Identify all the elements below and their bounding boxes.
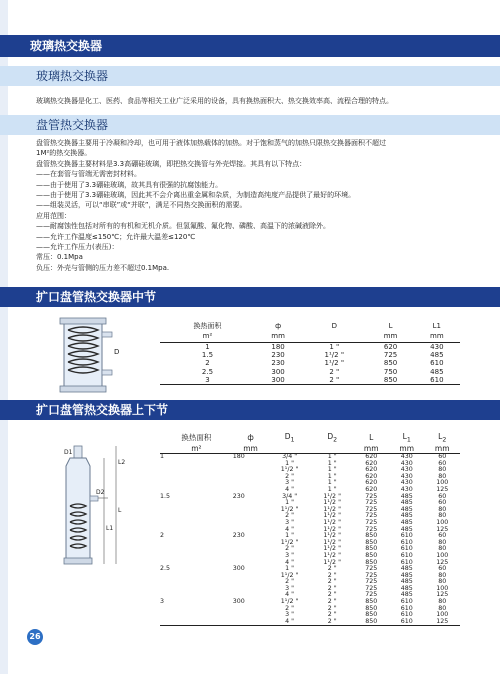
table-cell: 2 " xyxy=(327,617,337,625)
table-cell: 60 xyxy=(438,459,447,467)
table-cell: 1¹/2 " xyxy=(280,505,299,513)
table-cell: 300 xyxy=(271,368,285,377)
table-cell: 1 " xyxy=(285,532,295,540)
table-cell: 80 xyxy=(438,598,447,606)
table-cell: 100 xyxy=(436,479,449,487)
table-cell xyxy=(160,612,233,619)
table-cell: 1¹/2 " xyxy=(323,518,341,526)
table-cell xyxy=(233,573,268,580)
table-cell: 1¹/2 " xyxy=(323,558,341,566)
table-cell: 100 xyxy=(436,518,449,526)
table-header: 换热面积 xyxy=(181,433,212,443)
page-number: 26 xyxy=(29,632,41,641)
table-row xyxy=(160,599,460,606)
table-cell: 1 xyxy=(160,453,165,460)
table-cell xyxy=(233,612,268,619)
table-cell: 1.5 xyxy=(160,492,171,500)
table-cell: 1¹/2 " xyxy=(280,466,299,474)
table-cell: 610 xyxy=(430,376,444,385)
heat-exchanger-end-figure xyxy=(56,440,136,580)
table-row xyxy=(160,507,460,514)
table-cell: 300 xyxy=(232,565,245,573)
section-heading-bar xyxy=(0,66,500,86)
table-row xyxy=(160,592,460,599)
table-row xyxy=(160,579,460,586)
table-cell: 4 " xyxy=(285,485,295,493)
table-cell: 620 xyxy=(365,479,378,487)
table-cell: 750 xyxy=(383,368,398,377)
table-cell: 610 xyxy=(400,532,413,540)
table-cell: 725 xyxy=(365,512,378,520)
table-header: 换热面积 xyxy=(193,321,222,330)
table-cell: 430 xyxy=(400,472,413,480)
table-header: mm xyxy=(434,443,450,453)
table-cell: 1¹/2 " xyxy=(324,359,345,368)
table-cell: 485 xyxy=(400,505,413,513)
table-cell: 610 xyxy=(400,545,413,553)
table-cell: 2.5 xyxy=(201,368,214,377)
table-cell: 1¹/2 " xyxy=(323,545,341,553)
table-cell xyxy=(233,619,268,626)
table-cell: 3 " xyxy=(285,611,295,619)
table-cell: 3 xyxy=(205,376,210,385)
paragraph-line: 常压：0.1Mpa xyxy=(36,253,83,262)
table-cell: 485 xyxy=(400,518,413,526)
table-cell: 1¹/2 " xyxy=(323,492,341,500)
table-cell: 1¹/2 " xyxy=(323,505,341,513)
paragraph: 玻璃热交换器是化工、医药、食品等相关工业广泛采用的设备，具有换热面积大、热交换效率高、流程合理的特点。 xyxy=(36,97,393,105)
table-cell: 485 xyxy=(400,525,413,533)
table-row xyxy=(160,461,460,468)
table-cell xyxy=(160,579,233,586)
table-cell xyxy=(160,592,233,599)
table-row xyxy=(160,454,460,461)
table-cell: 230 xyxy=(271,359,285,368)
table-cell: 1 " xyxy=(285,499,295,507)
table-cell: 2 " xyxy=(327,591,337,599)
table-cell: 80 xyxy=(438,545,447,553)
table-cell: 100 xyxy=(436,611,449,619)
table-cell xyxy=(160,480,233,487)
table-header: mm xyxy=(363,443,379,453)
table-cell: 485 xyxy=(400,578,413,586)
table-cell: 850 xyxy=(365,558,378,566)
table-row xyxy=(160,342,460,351)
table-cell: 80 xyxy=(438,538,447,546)
table-header: $L_2$ xyxy=(438,432,447,444)
table-cell: 725 xyxy=(365,492,378,500)
section-heading: 盘管热交换器 xyxy=(36,118,109,132)
table-cell: 2 " xyxy=(329,368,340,377)
table-cell: 850 xyxy=(365,617,378,625)
table-cell xyxy=(160,586,233,593)
table-row xyxy=(160,533,460,540)
table-row xyxy=(160,546,460,553)
table-cell xyxy=(233,606,268,613)
table-cell: 430 xyxy=(400,459,413,467)
table-cell: 2 " xyxy=(327,604,337,612)
table-cell: 1.5 xyxy=(201,350,214,359)
table-cell xyxy=(233,500,268,507)
table-cell: 1 " xyxy=(327,472,337,480)
table-row xyxy=(160,573,460,580)
table-cell: 620 xyxy=(365,459,378,467)
table-header: mm xyxy=(243,443,258,453)
table-row xyxy=(160,553,460,560)
table-cell: 430 xyxy=(430,342,444,351)
table-cell: 1¹/2 " xyxy=(323,525,341,533)
table-cell xyxy=(233,579,268,586)
table-cell: 850 xyxy=(383,359,398,368)
table-cell: 610 xyxy=(430,359,444,368)
table-cell: 300 xyxy=(232,598,245,606)
table-cell: 725 xyxy=(365,591,378,599)
table-header: L xyxy=(369,433,374,443)
section-heading: 扩口盘管热交换器上下节 xyxy=(36,403,169,417)
section-heading: 扩口盘管热交换器中节 xyxy=(36,290,157,304)
table-cell xyxy=(160,487,233,494)
table-cell xyxy=(233,586,268,593)
table-cell: 3 " xyxy=(285,551,295,559)
spec-table-end xyxy=(160,432,460,626)
table-row xyxy=(160,560,460,567)
figure-label-l: L xyxy=(118,507,122,514)
table-header: mm xyxy=(430,332,444,341)
table-row xyxy=(160,540,460,547)
table-cell: 2 " xyxy=(329,376,340,385)
table-cell: 100 xyxy=(436,551,449,559)
table-cell: 2 " xyxy=(285,545,295,553)
paragraph-line: 负压：外壳与管侧的压力差不超过0.1Mpa. xyxy=(36,263,170,272)
table-cell xyxy=(233,461,268,468)
table-cell: 620 xyxy=(365,485,378,493)
paragraph-line: ——在套管与管端无需密封材料。 xyxy=(36,170,141,179)
section-heading: 玻璃热交换器 xyxy=(36,69,109,83)
table-cell: 725 xyxy=(365,505,378,513)
table-cell: 2.5 xyxy=(160,565,171,573)
table-cell xyxy=(233,520,268,527)
section-text xyxy=(36,96,476,107)
table-cell: 485 xyxy=(400,591,413,599)
table-cell xyxy=(160,474,233,481)
table-row xyxy=(160,513,460,520)
table-cell: 2 " xyxy=(327,571,337,579)
table-cell: 80 xyxy=(438,512,447,520)
table-cell: 230 xyxy=(232,492,245,500)
page-edge xyxy=(0,0,8,674)
table-cell: 850 xyxy=(365,551,378,559)
table-cell: 850 xyxy=(365,532,378,540)
table-cell: 485 xyxy=(400,584,413,592)
table-cell: 485 xyxy=(400,512,413,520)
table-cell xyxy=(233,467,268,474)
table-header: $L_1$ xyxy=(402,432,411,444)
table-cell: 80 xyxy=(438,505,447,513)
table-cell: 1¹/2 " xyxy=(323,499,341,507)
table-cell: 2 " xyxy=(285,512,295,520)
table-row xyxy=(160,520,460,527)
table-cell xyxy=(233,553,268,560)
heat-exchanger-figure xyxy=(52,314,122,396)
table-cell: 1¹/2 " xyxy=(323,551,341,559)
table-cell: 1¹/2 " xyxy=(324,350,345,359)
table-header: L1 xyxy=(432,321,442,330)
table-cell: 610 xyxy=(400,538,413,546)
table-cell: 2 " xyxy=(285,604,295,612)
table-cell: 230 xyxy=(271,350,285,359)
table-cell: 3/4 " xyxy=(282,453,298,460)
table-header: m² xyxy=(191,443,202,453)
table-cell xyxy=(160,546,233,553)
table-cell: 125 xyxy=(436,617,449,625)
table-cell: 850 xyxy=(365,545,378,553)
paragraph-line: ——允许工作压力(表压)： xyxy=(36,243,119,252)
spec-table-middle xyxy=(160,320,460,385)
table-cell: 125 xyxy=(436,485,449,493)
table-row xyxy=(160,612,460,619)
table-cell: 485 xyxy=(400,499,413,507)
figure-label-d2: D2 xyxy=(96,489,105,496)
table-cell: 485 xyxy=(400,492,413,500)
table-cell: 60 xyxy=(438,565,447,573)
table-cell: 620 xyxy=(365,466,378,474)
paragraph-line: ——耐腐蚀性包括对所有的有机和无机介质。但氢氟酸、氟化物、磷酸、高温下的浓碱液除外。 xyxy=(36,222,330,231)
table-cell: 1 " xyxy=(285,459,295,467)
page-number-badge xyxy=(27,629,43,645)
table-cell: 60 xyxy=(438,492,447,500)
table-cell xyxy=(233,540,268,547)
table-cell: 430 xyxy=(400,479,413,487)
table-cell xyxy=(160,467,233,474)
table-cell xyxy=(233,546,268,553)
table-header: m² xyxy=(202,332,213,341)
table-cell: 1¹/2 " xyxy=(323,512,341,520)
table-cell: 430 xyxy=(400,485,413,493)
table-cell: 485 xyxy=(400,565,413,573)
table-cell: 80 xyxy=(438,571,447,579)
table-row xyxy=(160,527,460,534)
table-cell: 4 " xyxy=(285,558,295,566)
table-row xyxy=(160,500,460,507)
table-cell: 2 " xyxy=(285,472,295,480)
table-cell: 725 xyxy=(365,525,378,533)
table-cell: 1 xyxy=(205,342,210,351)
table-cell: 125 xyxy=(436,525,449,533)
table-header: ф xyxy=(247,433,254,443)
table-cell: 1 " xyxy=(327,479,337,487)
table-cell: 2 " xyxy=(285,578,295,586)
figure-label-d: D xyxy=(114,348,120,356)
table-cell: 3 " xyxy=(285,479,295,487)
table-cell: 60 xyxy=(438,453,447,460)
table-header: mm xyxy=(399,443,415,453)
table-cell: 60 xyxy=(438,532,447,540)
table-cell xyxy=(233,513,268,520)
table-row xyxy=(160,467,460,474)
table-cell: 610 xyxy=(400,611,413,619)
table-cell: 485 xyxy=(430,350,444,359)
paragraph-line: 1M²的热交换器。 xyxy=(36,149,92,158)
page-title-bar xyxy=(0,35,500,57)
table-cell: 80 xyxy=(438,472,447,480)
table-header: ф xyxy=(275,321,282,330)
table-header: mm xyxy=(383,332,398,341)
table-cell: 4 " xyxy=(285,591,295,599)
table-cell: 60 xyxy=(438,499,447,507)
section-heading-bar xyxy=(0,115,500,135)
table-cell: 485 xyxy=(430,368,444,377)
table-cell: 725 xyxy=(365,499,378,507)
table-cell: 725 xyxy=(365,584,378,592)
table-cell: 2 " xyxy=(327,611,337,619)
table-cell: 1¹/2 " xyxy=(280,538,299,546)
table-cell: 2 " xyxy=(327,578,337,586)
table-cell: 4 " xyxy=(285,617,295,625)
table-row xyxy=(160,474,460,481)
table-cell: 1¹/2 " xyxy=(323,532,341,540)
table-cell: 1 " xyxy=(327,453,337,460)
table-cell xyxy=(160,606,233,613)
section-heading-bar xyxy=(0,287,500,307)
table-cell xyxy=(160,461,233,468)
table-cell: 725 xyxy=(383,350,398,359)
table-cell: 610 xyxy=(400,604,413,612)
table-cell xyxy=(160,527,233,534)
table-cell: 1 " xyxy=(327,485,337,493)
table-row xyxy=(160,351,460,360)
table-cell xyxy=(160,619,233,626)
paragraph-line: ——由于使用了3.3硼硅玻璃，因此其不会介离出重金属和杂质，为制造高纯度产品提供了最好的环境。 xyxy=(36,191,356,200)
table-row xyxy=(160,619,460,626)
table-cell: 430 xyxy=(400,466,413,474)
table-cell: 80 xyxy=(438,604,447,612)
table-cell: 610 xyxy=(400,551,413,559)
section-text xyxy=(36,138,476,273)
table-cell: 1¹/2 " xyxy=(280,571,299,579)
table-header: L xyxy=(388,321,393,330)
table-cell xyxy=(160,560,233,567)
table-row xyxy=(160,376,460,385)
table-cell: 1¹/2 " xyxy=(280,598,299,606)
table-cell xyxy=(160,553,233,560)
table-cell: 125 xyxy=(436,591,449,599)
paragraph-line: 应用范围： xyxy=(36,211,71,220)
table-cell: 80 xyxy=(438,466,447,474)
table-header: D xyxy=(331,321,338,330)
table-cell: 125 xyxy=(436,558,449,566)
table-header: $D_1$ xyxy=(284,432,295,444)
table-cell xyxy=(160,520,233,527)
table-cell: 725 xyxy=(365,578,378,586)
table-cell: 1 " xyxy=(329,342,340,351)
table-cell: 610 xyxy=(400,558,413,566)
table-cell: 2 xyxy=(160,532,165,540)
table-cell xyxy=(160,540,233,547)
table-cell: 485 xyxy=(400,571,413,579)
table-cell: 2 " xyxy=(327,584,337,592)
table-cell: 180 xyxy=(271,342,285,351)
table-cell: 4 " xyxy=(285,525,295,533)
table-cell: 725 xyxy=(365,518,378,526)
table-cell: 850 xyxy=(365,538,378,546)
table-cell: 850 xyxy=(365,598,378,606)
table-cell: 1 " xyxy=(327,459,337,467)
table-header: $D_2$ xyxy=(327,432,338,444)
table-cell: 80 xyxy=(438,578,447,586)
table-cell: 3/4 " xyxy=(282,492,298,500)
table-cell xyxy=(233,474,268,481)
table-cell xyxy=(233,480,268,487)
table-cell: 230 xyxy=(232,532,245,540)
table-cell: 620 xyxy=(383,342,398,351)
table-cell: 180 xyxy=(232,453,245,460)
table-row xyxy=(160,368,460,377)
table-cell: 620 xyxy=(365,453,378,460)
table-cell: 1 " xyxy=(327,466,337,474)
table-cell: 1 " xyxy=(285,565,295,573)
paragraph-line: 盘管热交换器主要材料是3.3高硼硅玻璃，即把热交换管与外壳焊接。其具有以下特点： xyxy=(36,159,307,168)
table-cell: 725 xyxy=(365,565,378,573)
table-cell: 2 " xyxy=(327,598,337,606)
section-heading-bar xyxy=(0,400,500,420)
table-row xyxy=(160,480,460,487)
table-cell xyxy=(160,573,233,580)
table-row xyxy=(160,494,460,501)
table-cell: 610 xyxy=(400,617,413,625)
table-header xyxy=(301,331,367,342)
table-cell: 725 xyxy=(365,571,378,579)
table-row xyxy=(160,566,460,573)
table-row xyxy=(160,487,460,494)
table-cell xyxy=(233,507,268,514)
table-cell: 430 xyxy=(400,453,413,460)
table-cell: 3 " xyxy=(285,584,295,592)
table-cell: 2 xyxy=(205,359,210,368)
table-cell: 1¹/2 " xyxy=(323,538,341,546)
page-title: 玻璃热交换器 xyxy=(30,39,103,53)
figure-label-l2: L2 xyxy=(118,459,126,466)
table-row xyxy=(160,606,460,613)
table-cell: 2 " xyxy=(327,565,337,573)
table-row xyxy=(160,586,460,593)
table-cell: 300 xyxy=(271,376,285,385)
table-cell xyxy=(160,513,233,520)
figure-label-l1: L1 xyxy=(106,525,114,532)
table-cell: 3 xyxy=(160,598,165,606)
table-cell: 850 xyxy=(365,611,378,619)
table-cell: 100 xyxy=(436,584,449,592)
table-cell: 610 xyxy=(400,598,413,606)
table-cell xyxy=(160,507,233,514)
paragraph-line: ——组装灵活，可以“串联”或“并联”，满足不同热交换面积的需要。 xyxy=(36,201,247,210)
figure-label-d1: D1 xyxy=(64,449,73,456)
table-cell xyxy=(160,500,233,507)
paragraph-line: ——允许工作温度≤150℃；允许最大温差≤120℃ xyxy=(36,232,196,241)
table-row xyxy=(160,359,460,368)
table-cell: 620 xyxy=(365,472,378,480)
table-header: mm xyxy=(271,332,285,341)
table-cell: 3 " xyxy=(285,518,295,526)
table-cell: 850 xyxy=(383,376,398,385)
table-cell: 850 xyxy=(365,604,378,612)
paragraph-line: ——由于使用了3.3硼硅玻璃，故其具有很强的抗腐蚀能力。 xyxy=(36,180,223,189)
paragraph-line: 盘管热交换器主要用于冷凝和冷却，也可用于液体加热载体的加热。对于饱和蒸气的加热只限热交换器面积不超过 xyxy=(36,139,386,147)
